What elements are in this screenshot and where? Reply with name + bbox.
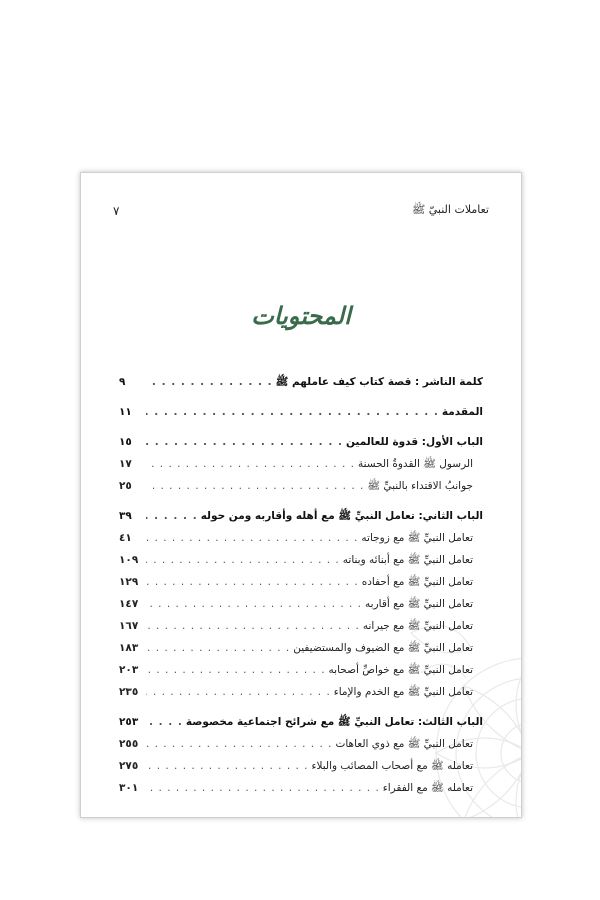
toc-leader-dots bbox=[146, 659, 326, 681]
toc-entry-label: الباب الثالث: تعامل النبيِّ ﷺ مع شرائح اجتماعية مخصوصة bbox=[185, 716, 483, 728]
toc-leader-dots bbox=[146, 527, 358, 549]
toc-page-number: ١٥ bbox=[119, 436, 132, 448]
toc-entry-label: الرسول ﷺ القدوةُ الحسنة bbox=[357, 458, 473, 470]
toc-leader-dots bbox=[146, 733, 332, 755]
contents-title: المحتويات bbox=[251, 301, 351, 330]
toc-chapter-entry bbox=[119, 431, 483, 453]
toc-sub-entry bbox=[119, 527, 483, 549]
toc-leader-dots bbox=[146, 453, 355, 475]
toc-entry-label: الباب الأول: قدوة للعالمين bbox=[345, 436, 483, 448]
toc-spacer bbox=[119, 393, 483, 401]
toc-sub-entry bbox=[119, 593, 483, 615]
toc-page-number: ٣٠١ bbox=[119, 782, 139, 794]
toc-leader-dots bbox=[146, 777, 380, 799]
toc-chapter-entry bbox=[119, 711, 483, 733]
toc-leader-dots bbox=[146, 711, 183, 733]
toc-sub-entry bbox=[119, 475, 483, 497]
toc-spacer bbox=[119, 497, 483, 505]
toc-entry-label: تعامل النبيِّ ﷺ مع أحفاده bbox=[361, 576, 473, 588]
toc-page-number: ٩ bbox=[119, 376, 126, 388]
toc-sub-entry bbox=[119, 615, 483, 637]
toc-spacer bbox=[119, 703, 483, 711]
toc-sub-entry bbox=[119, 659, 483, 681]
toc-leader-dots bbox=[146, 431, 343, 453]
toc-sub-entry bbox=[119, 777, 483, 799]
toc-entry-label: تعامل النبيِّ ﷺ مع زوجاته bbox=[361, 532, 473, 544]
toc-page-number: ٢٧٥ bbox=[119, 760, 139, 772]
toc-leader-dots bbox=[146, 475, 364, 497]
toc-entry-label: تعامل النبيِّ ﷺ مع ذوي العاهات bbox=[335, 738, 473, 750]
toc-sub-entry bbox=[119, 453, 483, 475]
toc-page-number: ١٤٧ bbox=[119, 598, 139, 610]
toc-entry-label: جوانبُ الاقتداء بالنبيِّ ﷺ bbox=[367, 480, 473, 492]
toc-chapter-entry bbox=[119, 371, 483, 393]
toc-leader-dots bbox=[146, 615, 360, 637]
toc-page-number: ١٧ bbox=[119, 458, 132, 470]
toc-sub-entry bbox=[119, 571, 483, 593]
toc-entry-label: تعامل النبيِّ ﷺ مع جيرانه bbox=[362, 620, 473, 632]
toc-page-number: ٤١ bbox=[119, 532, 132, 544]
toc-entry-label: تعامله ﷺ مع الفقراء bbox=[382, 782, 473, 794]
toc-leader-dots bbox=[146, 371, 273, 393]
toc-page-number: ١٦٧ bbox=[119, 620, 139, 632]
toc-sub-entry bbox=[119, 549, 483, 571]
toc-page-number: ٢٠٣ bbox=[119, 664, 139, 676]
toc-leader-dots bbox=[146, 593, 362, 615]
toc-entry-label: تعامل النبيِّ ﷺ مع الضيوف والمستضيفين bbox=[293, 642, 473, 654]
toc-entry-label: تعامل النبيِّ ﷺ مع أبنائه وبناته bbox=[342, 554, 473, 566]
toc-leader-dots bbox=[146, 505, 198, 527]
toc-sub-entry bbox=[119, 681, 483, 703]
table-of-contents bbox=[119, 371, 483, 799]
toc-leader-dots bbox=[146, 637, 290, 659]
toc-entry-label: تعامل النبيِّ ﷺ مع الخدم والإماء bbox=[333, 686, 473, 698]
toc-spacer bbox=[119, 423, 483, 431]
running-head-title: تعاملات النبيّ ﷺ bbox=[411, 203, 489, 216]
toc-chapter-entry bbox=[119, 401, 483, 423]
toc-page-number: ٢٣٥ bbox=[119, 686, 139, 698]
toc-entry-label: المقدمة bbox=[441, 406, 483, 418]
toc-entry-label: تعامل النبيِّ ﷺ مع أقاربه bbox=[365, 598, 473, 610]
toc-page-number: ١٠٩ bbox=[119, 554, 139, 566]
toc-leader-dots bbox=[146, 755, 309, 777]
toc-leader-dots bbox=[146, 549, 340, 571]
toc-page-number: ٢٥ bbox=[119, 480, 132, 492]
page-number: ٧ bbox=[113, 204, 120, 218]
book-page bbox=[80, 172, 522, 818]
toc-sub-entry bbox=[119, 755, 483, 777]
toc-leader-dots bbox=[146, 401, 439, 423]
toc-page-number: ١٨٣ bbox=[119, 642, 139, 654]
toc-entry-label: الباب الثاني: تعامل النبيِّ ﷺ مع أهله وأقاربه ومن حوله bbox=[200, 510, 483, 522]
toc-sub-entry bbox=[119, 733, 483, 755]
toc-leader-dots bbox=[146, 571, 359, 593]
running-head bbox=[113, 203, 489, 219]
toc-page-number: ٢٥٣ bbox=[119, 716, 139, 728]
toc-entry-label: كلمة الناشر : قصة كتاب كيف عاملهم ﷺ bbox=[275, 376, 483, 388]
toc-sub-entry bbox=[119, 637, 483, 659]
toc-page-number: ٢٥٥ bbox=[119, 738, 139, 750]
toc-page-number: ٣٩ bbox=[119, 510, 132, 522]
toc-leader-dots bbox=[146, 681, 331, 703]
toc-chapter-entry bbox=[119, 505, 483, 527]
toc-entry-label: تعامله ﷺ مع أصحاب المصائب والبلاء bbox=[311, 760, 473, 772]
toc-page-number: ١٢٩ bbox=[119, 576, 139, 588]
toc-entry-label: تعامل النبيِّ ﷺ مع خواصِّ أصحابه bbox=[328, 664, 473, 676]
toc-page-number: ١١ bbox=[119, 406, 132, 418]
